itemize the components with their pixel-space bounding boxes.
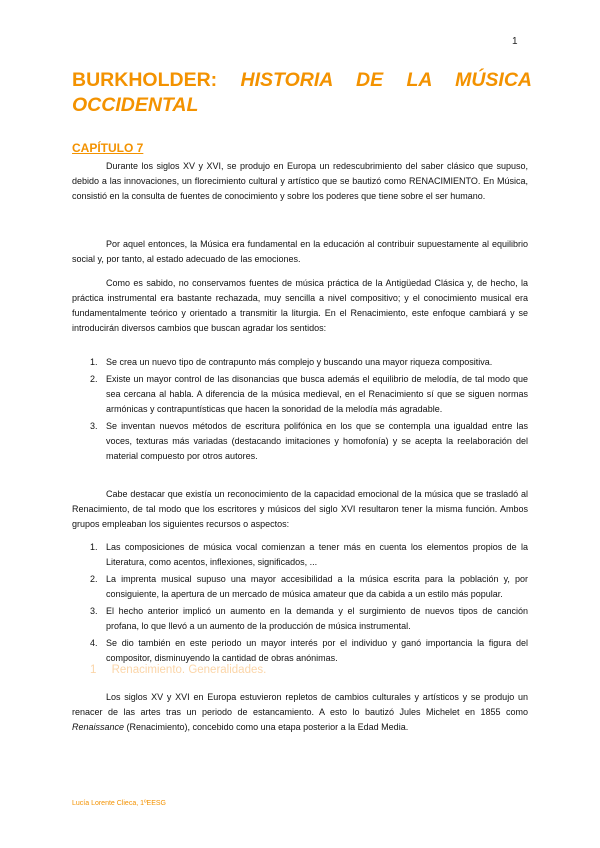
list-text: Se dio también en este periodo un mayor interés por el individuo y ganó importancia la figura del compositor, disminuyendo la cantidad de obras anónimas. [106, 638, 528, 663]
list-item [72, 604, 528, 634]
list-text: Las composiciones de música vocal comienzan a tener más en cuenta los elementos propios de la Literatura, como acentos, inflexiones, significados, ... [106, 542, 528, 567]
list-item [72, 419, 528, 464]
paragraph-4: Cabe destacar que existía un reconocimiento de la capacidad emocional de la música que se trasladó al Renacimiento, de tal modo que los escritores y músicos del siglo XVI resultaron tener la misma función. Ambos grupos empleaban los siguientes recursos o aspectos: [72, 489, 528, 529]
list-text: La imprenta musical supuso una mayor accesibilidad a la música escrita para la población y, por consiguiente, la apertura de un mercado de música amateur que da cabida a un estilo más popular. [106, 574, 528, 599]
paragraph-5: Los siglos XV y XVI en Europa estuvieron repletos de cambios culturales y artísticos y se produjo un renacer de las artes tras un periodo de estancamiento. A esto lo bautizó Jules Michelet en 1855 como Renaissance (Renacimiento), concebido como una etapa posterior a la Edad Media. [72, 692, 528, 732]
list-item [72, 572, 528, 602]
list-text: Se crea un nuevo tipo de contrapunto más complejo y buscando una mayor riqueza compositiva. [106, 357, 493, 367]
list-text: Se inventan nuevos métodos de escritura polifónica en los que se contempla una igualdad entre las voces, texturas más variadas (destacando imitaciones y homofonía) y se acepta la reelaboración del material compuesto por otros autores. [106, 421, 528, 461]
list-item [72, 372, 528, 417]
paragraph-3: Como es sabido, no conservamos fuentes de música práctica de la Antigüedad Clásica y, de hecho, la práctica instrumental era bastante rechazada, muy sencilla a nivel compositivo; y el conocimiento musical era fundamentalmente teórico y orientado a transmitir la liturgia. En el Renacimiento, este enfoque cambiará y se introducirán diversos cambios que buscan agradar los sentidos: [72, 278, 528, 333]
list-number: 2. [90, 574, 98, 584]
paragraph-2: Por aquel entonces, la Música era fundamental en la educación al contribuir supuestamente al equilibrio social y, por tanto, al estado adecuado de las emociones. [72, 239, 528, 264]
paragraph-1: Durante los siglos XV y XVI, se produjo en Europa un redescubrimiento del saber clásico que supuso, debido a las innovaciones, un florecimiento cultural y artístico que se bautizó como RENACIMIENTO. En Música, consistió en la consulta de fuentes de conocimiento y sobre los poderes que tiene sobre el ser humano. [72, 161, 528, 201]
list-resources [72, 540, 528, 668]
footer-author: Lucía Lorente Clieca, 1ºEESG [72, 800, 166, 807]
title-work: HISTORIA DE LA MÚSICA OCCIDENTAL [72, 69, 532, 116]
title-author: BURKHOLDER: [72, 69, 218, 91]
list-number: 2. [90, 374, 98, 384]
chapter-heading: CAPÍTULO 7 [72, 141, 144, 155]
document-title [72, 68, 532, 118]
list-item [72, 636, 528, 666]
list-number: 4. [90, 638, 98, 648]
list-number: 1. [90, 542, 98, 552]
list-text: Existe un mayor control de las disonancias que busca además el equilibrio de melodía, de tal modo que sea cercana al habla. A diferencia de la música medieval, en el Renacimiento sí que se siguen normas armónicas y contrapuntísticas que hacen la sonoridad de la melodía más agradable. [106, 374, 528, 414]
list-number: 1. [90, 357, 98, 367]
page-number: 1 [512, 36, 518, 47]
section-title: Renacimiento. Generalidades. [111, 664, 267, 676]
list-text: El hecho anterior implicó un aumento en la demanda y el surgimiento de nuevos tipos de canción profana, lo que llevó a un aumento de la producción de música instrumental. [106, 606, 528, 631]
list-innovations [72, 355, 528, 466]
list-item [72, 540, 528, 570]
list-number: 3. [90, 421, 98, 431]
section-number: 1 [90, 664, 97, 676]
list-item [72, 355, 528, 370]
section-heading [90, 664, 266, 676]
list-number: 3. [90, 606, 98, 616]
